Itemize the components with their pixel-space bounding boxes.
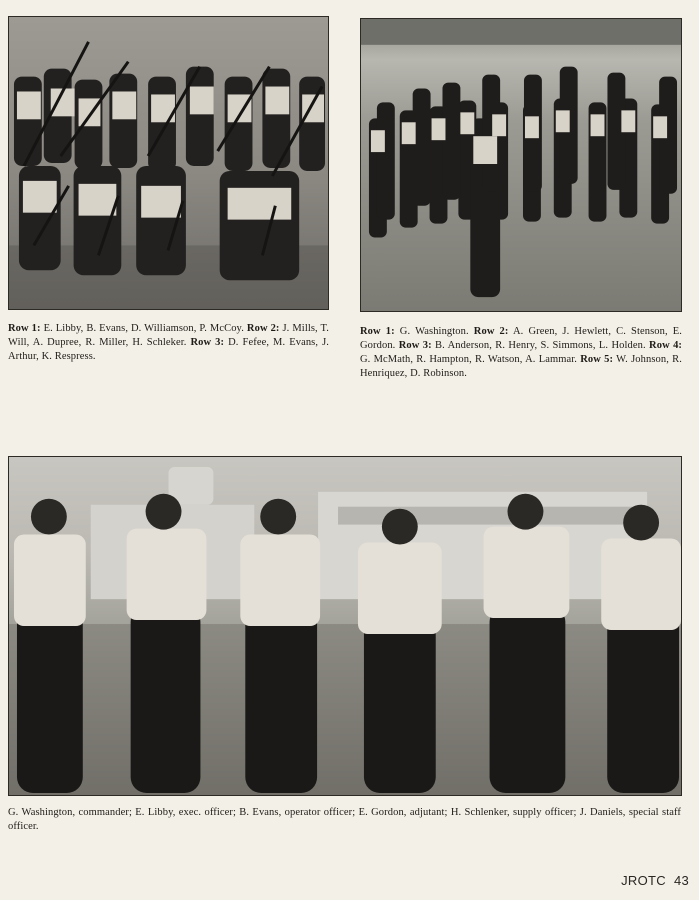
caption-row-label: Row 2:: [246, 323, 280, 334]
section-label: JROTC: [621, 873, 666, 888]
caption-row-names: G. McMath, R. Hampton, R. Watson, A. Lammar.: [360, 354, 581, 365]
caption-photo-3: [8, 806, 681, 834]
page-number: 43: [673, 873, 689, 888]
caption-row-label: Row 1:: [8, 323, 41, 334]
caption-row-label: Row 3:: [190, 337, 225, 348]
caption-row-names: A. Green, J. Hewlett, C. Stenson, E. Gordon.: [360, 326, 682, 351]
caption-row-names: B. Anderson, R. Henry, S. Simmons, L. Holden.: [431, 340, 650, 351]
caption-row-names: J. Mills, T. Will, A. Dupree, R. Miller, H. Schleker.: [8, 323, 329, 348]
page-footer: [621, 873, 689, 888]
caption-row-label: Row 1:: [360, 326, 395, 337]
caption-row-names: D. Fefee, M. Evans, J. Arthur, K. Respress.: [8, 337, 330, 362]
caption-row-label: Row 4:: [649, 340, 683, 351]
caption-row-label: Row 3:: [398, 340, 432, 351]
caption-row-label: Row 5:: [580, 354, 614, 365]
caption-row-names: E. Libby, B. Evans, D. Williamson, P. McCoy.: [40, 323, 247, 334]
photo-formation-on-field: [360, 18, 682, 312]
caption-row-names: G. Washington.: [394, 326, 474, 337]
caption-officers-text: G. Washington, commander; E. Libby, exec. officer; B. Evans, operator officer; E. Gordon, adjutant; H. Schlenker, supply officer; J. Daniels, special staff officer.: [8, 807, 681, 832]
caption-photo-1: [8, 322, 329, 364]
caption-photo-2: [360, 325, 682, 381]
caption-row-names: W. Johnson, R. Henriquez, D. Robinson.: [360, 354, 682, 379]
caption-row-label: Row 2:: [473, 326, 509, 337]
photo-staff-officers: [8, 456, 682, 796]
photo-drill-team-squad: [8, 16, 329, 310]
